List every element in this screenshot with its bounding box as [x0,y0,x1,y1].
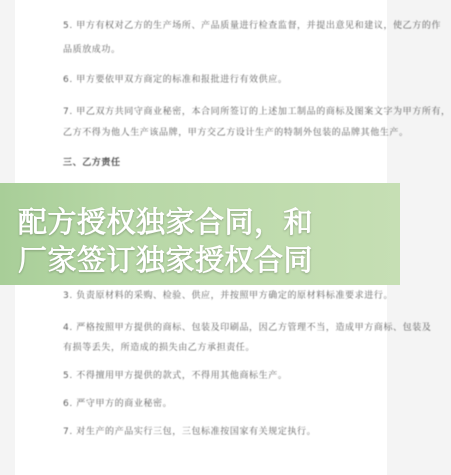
title-banner [0,183,400,285]
doc-line-8: 有损等丢失，所造成的损失由乙方承担责任。 [63,343,256,353]
banner-title-line-1: 配方授权独家合同，和 [18,205,314,239]
doc-line-5: 乙方不得为他人生产该品牌，甲方交乙方设计生产的特制外包装的品牌其他生产。 [63,128,409,138]
banner-title-line-2: 厂家签订独家授权合同 [18,243,314,277]
doc-line-1: 5. 甲方有权对乙方的生产场所、产品质量进行检查监督，并提出意见和建议，使乙方的作 [63,21,442,31]
doc-line-6: 3. 负责原材料的采购、检验、供应，并按照甲方确定的原材料标准要求进行。 [63,291,394,301]
doc-line-7: 4. 严格按照甲方提供的商标、包装及印刷品，因乙方管理不当，造成甲方商标、包装及 [63,323,432,333]
doc-line-3: 6. 甲方要依甲双方商定的标准和报批进行有效供应。 [63,75,288,85]
doc-line-9: 5. 不得擅用甲方提供的款式，不得用其他商标生产。 [63,371,288,381]
doc-line-2: 品质放成功。 [63,45,121,55]
doc-line-10: 6. 严守甲方的商业秘密。 [63,399,173,409]
doc-line-4: 7. 甲乙双方共同守商业秘密，本合同所签订的上述加工制品的商标及图案文字为甲方所有， [63,107,451,117]
section-heading-party-b: 三、乙方责任 [63,158,121,168]
doc-line-11: 7. 对生产的产品实行三包，三包标准按国家有关规定执行。 [63,427,317,437]
